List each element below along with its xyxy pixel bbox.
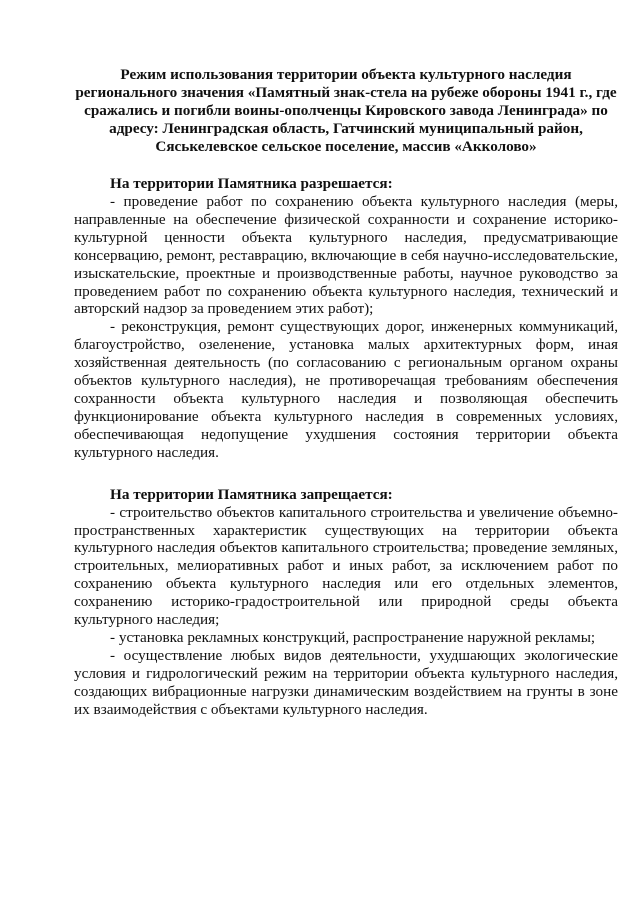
title-line: сражались и погибли воины-ополченцы Кировского завода Ленинграда» по xyxy=(84,102,608,119)
prohibited-heading: На территории Памятника запрещается: xyxy=(110,485,393,503)
title-line: регионального значения «Памятный знак-стела на рубеже обороны 1941 г., где xyxy=(75,84,617,101)
title-line: Режим использования территории объекта культурного наследия xyxy=(120,66,572,83)
prohibited-item: - установка рекламных конструкций, распространение наружной рекламы; xyxy=(110,628,596,646)
allowed-section xyxy=(74,175,618,462)
title-line: Сяськелевское сельское поселение, массив «Акколово» xyxy=(155,138,537,155)
document-page xyxy=(74,66,618,718)
document-title xyxy=(74,66,618,156)
prohibited-section xyxy=(74,486,618,719)
prohibited-item: - осуществление любых видов деятельности, ухудшающих экологические условия и гидрологический режим на территории объекта культурного наследия, создающих вибрационные нагрузки динамическим воздействием на грунты в зоне их взаимодействия с объектами культурного наследия. xyxy=(74,646,618,718)
prohibited-item: - строительство объектов капитального строительства и увеличение объемно-пространственных характеристик существующих на территории объекта культурного наследия объектов капитального строительства; проведение земляных, строительных, мелиоративных работ и иных работ, за исключением работ по сохранению объекта культурного наследия или его отдельных элементов, сохранению историко-градостроительной или природной среды объекта культурного наследия; xyxy=(74,503,618,629)
allowed-heading: На территории Памятника разрешается: xyxy=(110,175,393,192)
allowed-item: - реконструкция, ремонт существующих дорог, инженерных коммуникаций, благоустройство, озеленение, установка малых архитектурных форм, иная хозяйственная деятельность (по согласованию с региональным органом охраны объектов культурного наследия), не противоречащая требованиям обеспечения сохранности объекта культурного наследия и позволяющая обеспечить функционирование объекта культурного наследия в современных условиях, обеспечивающая недопущение ухудшения состояния территории объекта культурного наследия. xyxy=(74,318,618,461)
allowed-item: - проведение работ по сохранению объекта культурного наследия (меры, направленные на обеспечение физической сохранности и сохранение историко-культурной ценности объекта культурного наследия, предусматривающие консервацию, ремонт, реставрацию, включающие в себя научно-исследовательские, изыскательские, проектные и производственные работы, научное руководство за проведением работ по сохранению объекта культурного наследия, технический и авторский надзор за проведением этих работ); xyxy=(74,193,618,318)
title-line: адресу: Ленинградская область, Гатчинский муниципальный район, xyxy=(109,120,583,137)
